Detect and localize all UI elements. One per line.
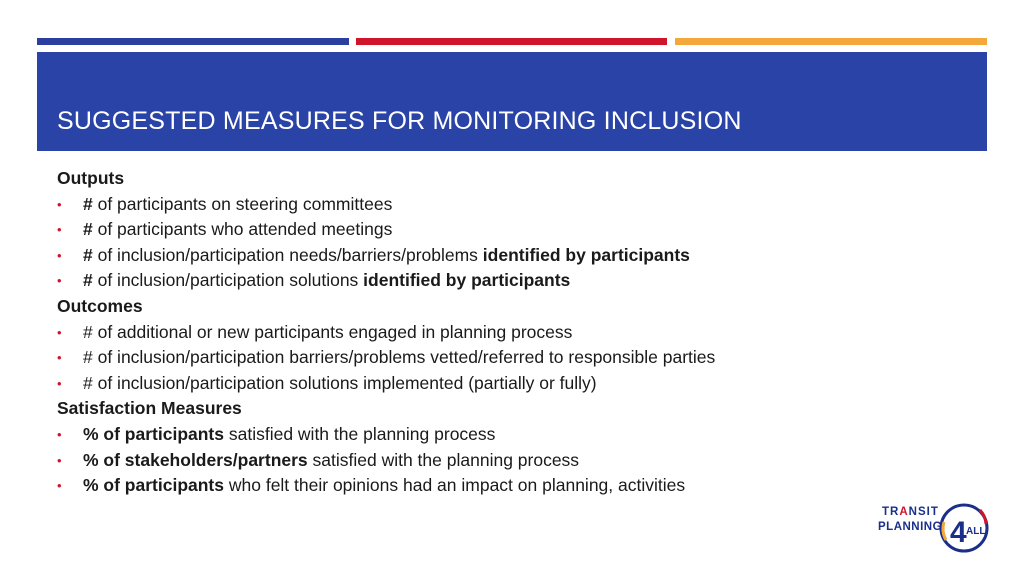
list-item [57,422,857,448]
logo-numeral: 4 [950,516,967,549]
logo-line-2: PLANNING [878,521,943,533]
item-prefix: % of participants [83,423,224,444]
item-prefix: # [83,219,93,240]
bullet-icon: • [57,196,62,212]
bullet-icon: • [57,452,62,468]
bullet-icon: • [57,478,62,494]
title-banner [37,52,987,151]
bullet-icon: • [57,273,62,289]
bullet-icon: • [57,375,62,391]
logo-emblem-icon [936,500,992,556]
list-item [57,448,857,474]
page-title: SUGGESTED MEASURES FOR MONITORING INCLUSION [57,107,742,135]
item-prefix: # [83,347,93,368]
item-text: of inclusion/participation needs/barriers/problems [92,244,483,265]
item-text: of inclusion/participation solutions implemented (partially or fully) [92,372,597,393]
item-prefix: % of stakeholders/partners [83,449,308,470]
item-emphasis: identified by participants [482,244,690,265]
item-text: of participants on steering committees [92,193,393,214]
item-text: of participants who attended meetings [92,219,393,240]
list-item [57,268,857,294]
list-item [57,320,857,346]
transit-planning-4-all-logo [878,500,993,556]
section-heading-outputs: Outputs [57,168,125,188]
list-item [57,473,857,499]
item-emphasis: identified by participants [363,270,571,291]
accent-stripe-blue [37,38,349,45]
bullet-icon: • [57,350,62,366]
item-prefix: # [83,193,93,214]
item-text: who felt their opinions had an impact on planning, activities [224,475,686,496]
item-prefix: # [83,372,93,393]
section-heading-outcomes: Outcomes [57,295,143,316]
item-prefix: # [83,244,93,265]
list-item [57,192,857,218]
list-item [57,371,857,397]
item-text: of inclusion/participation barriers/problems vetted/referred to responsible parties [92,347,716,368]
bullet-icon: • [57,324,62,340]
item-prefix: # [83,270,93,291]
bullet-icon: • [57,222,62,238]
item-text: satisfied with the planning process [307,449,580,470]
bullet-icon: • [57,247,62,263]
list-item [57,243,857,269]
item-text: satisfied with the planning process [224,423,496,444]
accent-stripe-gold [675,38,987,45]
item-prefix: # [83,321,93,342]
item-text: of inclusion/participation solutions [92,270,364,291]
item-text: of additional or new participants engaged in planning process [92,321,573,342]
logo-suffix: ALL [966,526,986,537]
accent-stripe-red [356,38,667,45]
bullet-icon: • [57,426,62,442]
section-heading-satisfaction: Satisfaction Measures [57,398,242,419]
item-prefix: % of participants [83,475,224,496]
list-item [57,217,857,243]
logo-line-1: TRANSIT [882,506,939,518]
list-item [57,345,857,371]
measures-list [57,166,857,499]
